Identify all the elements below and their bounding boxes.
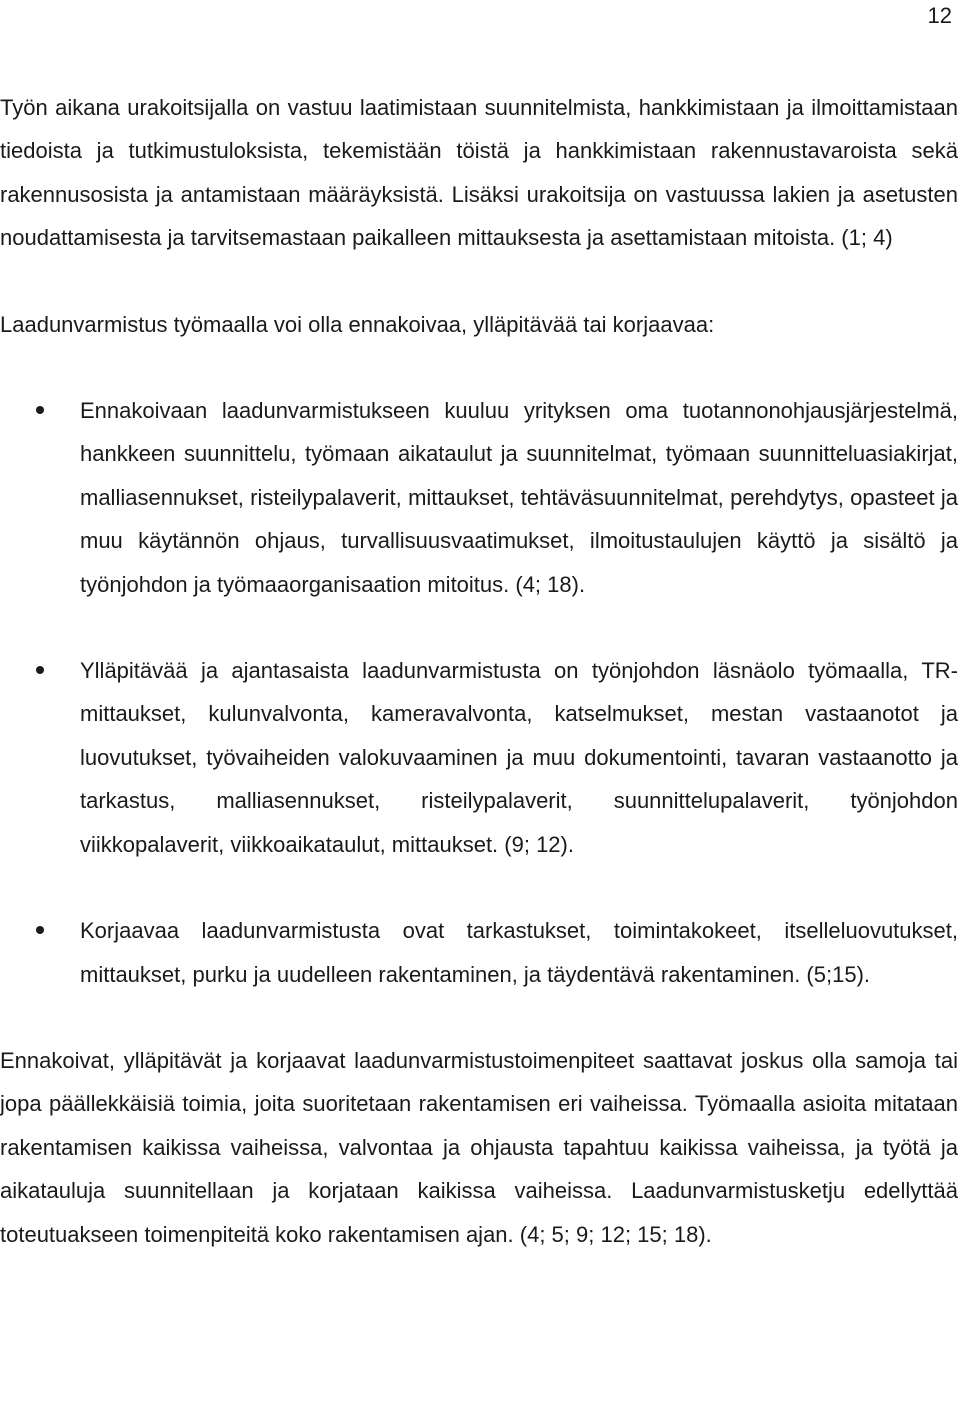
list-item	[0, 649, 958, 866]
paragraph-intro: Työn aikana urakoitsijalla on vastuu laatimistaan suunnitelmista, hankkimistaan ja ilmoittamistaan tiedoista ja tutkimustuloksista, tekemistään töistä ja hankkimistaan rakennustavaroista sekä rakennusosista ja antamistaan määräyksistä. Lisäksi urakoitsija on vastuussa lakien ja asetusten noudattamisesta ja tarvitsemastaan paikalleen mittauksesta ja asettamistaan mitoista. (1; 4)	[0, 95, 958, 251]
page-number: 12	[927, 3, 952, 28]
list-item-text: Korjaavaa laadunvarmistusta ovat tarkastukset, toimintakokeet, itselleluovutukset, mittaukset, purku ja uudelleen rakentaminen, ja täydentävä rakentaminen. (5;15).	[80, 918, 958, 987]
bullet-icon	[36, 406, 44, 414]
paragraph-lead: Laadunvarmistus työmaalla voi olla ennakoivaa, ylläpitävää tai korjaavaa:	[0, 311, 715, 337]
bullet-icon	[36, 666, 44, 674]
list-item-text: Ennakoivaan laadunvarmistukseen kuuluu yrityksen oma tuotannonohjausjärjestelmä, hankkeen suunnittelu, työmaan aikataulut ja suunnitelmat, työmaan suunnitteluasiakirjat, malliasennukset, risteilypalaverit, mittaukset, tehtäväsuunnitelmat, perehdytys, opasteet ja muu käytännön ohjaus, turvallisuusvaatimukset, ilmoitustaulujen käyttö ja sisältö ja työnjohdon ja työmaaorganisaation mitoitus. (4; 18).	[80, 398, 958, 597]
list-item	[0, 909, 958, 996]
document-body	[0, 86, 958, 1256]
bullet-list	[0, 389, 958, 996]
list-item	[0, 389, 958, 606]
list-item-text: Ylläpitävää ja ajantasaista laadunvarmistusta on työnjohdon läsnäolo työmaalla, TR-mittaukset, kulunvalvonta, kameravalvonta, katselmukset, mestan vastaanotot ja luovutukset, työvaiheiden valokuvaaminen ja muu dokumentointi, tavaran vastaanotto ja tarkastus, malliasennukset, risteilypalaverit, suunnittelupalaverit, työnjohdon viikkopalaverit, viikkoaikataulut, mittaukset. (9; 12).	[80, 658, 958, 857]
paragraph-closing: Ennakoivat, ylläpitävät ja korjaavat laadunvarmistustoimenpiteet saattavat joskus olla samoja tai jopa päällekkäisiä toimia, joita suoritetaan rakentamisen eri vaiheissa. Työmaalla asioita mitataan rakentamisen kaikissa vaiheissa, valvontaa ja ohjausta tapahtuu kaikissa vaiheissa, ja työtä ja aikatauluja suunnitellaan ja korjataan kaikissa vaiheissa. Laadunvarmistusketju edellyttää toteutuakseen toimenpiteitä koko rakentamisen ajan. (4; 5; 9; 12; 15; 18).	[0, 1047, 958, 1247]
bullet-icon	[36, 926, 44, 934]
